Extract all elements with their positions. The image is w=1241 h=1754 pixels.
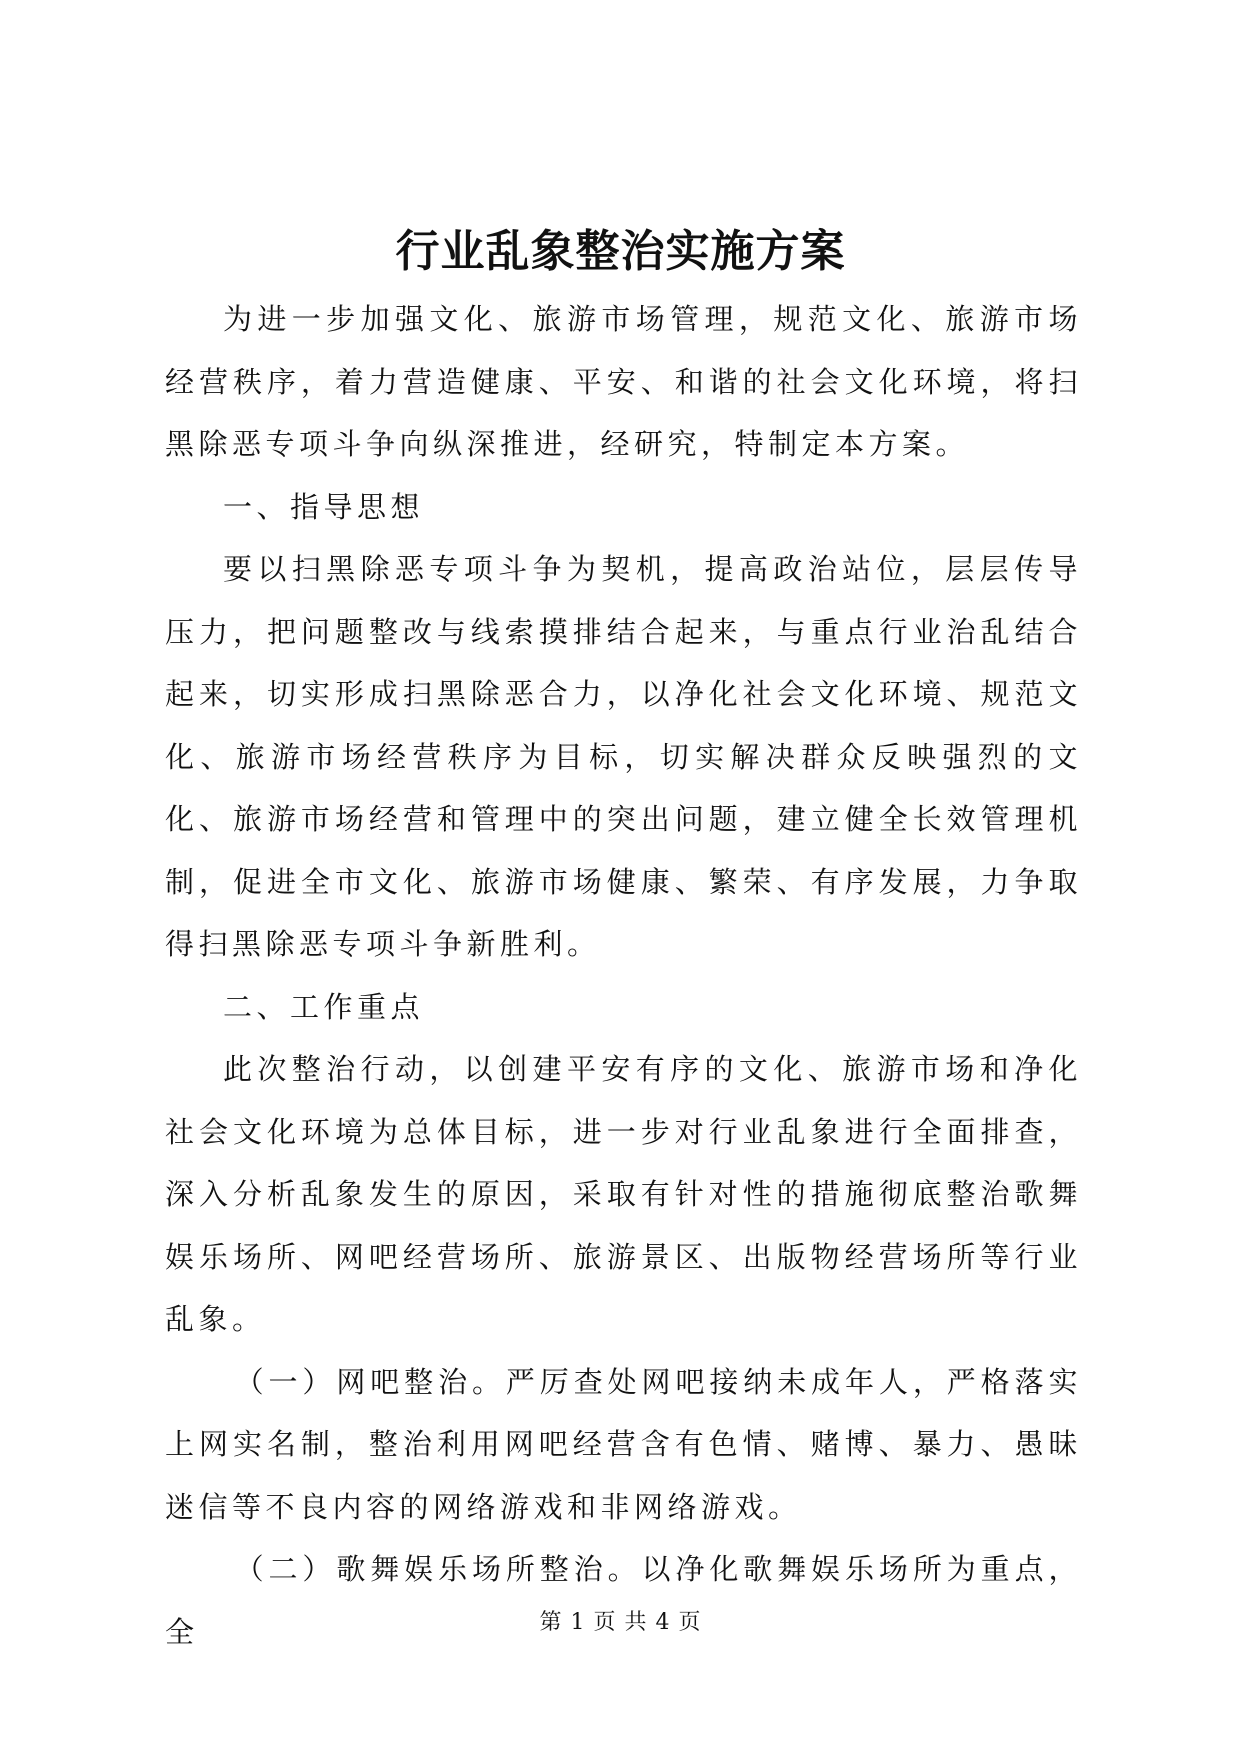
page-number-footer: 第 1 页 共 4 页 [539, 1610, 702, 1635]
document-title: 行业乱象整治实施方案 [395, 226, 846, 277]
document-body [165, 288, 1082, 1663]
entertainment-venue-paragraph: （二）歌舞娱乐场所整治。以净化歌舞娱乐场所为重点，全 [165, 1552, 1082, 1649]
internet-cafe-paragraph: （一）网吧整治。严厉查处网吧接纳未成年人，严格落实上网实名制，整治利用网吧经营含有色情、赌博、暴力、愚昧迷信等不良内容的网络游戏和非网络游戏。 [165, 1364, 1082, 1524]
guiding-ideology-paragraph: 要以扫黑除恶专项斗争为契机，提高政治站位，层层传导压力，把问题整改与线索摸排结合起来，与重点行业治乱结合起来，切实形成扫黑除恶合力，以净化社会文化环境、规范文化、旅游市场经营秩序为目标，切实解决群众反映强烈的文化、旅游市场经营和管理中的突出问题，建立健全长效管理机制，促进全市文化、旅游市场健康、繁荣、有序发展，力争取得扫黑除恶专项斗争新胜利。 [165, 552, 1082, 961]
section-heading-guiding-ideology: 一、指导思想 [223, 489, 425, 524]
section-heading-work-focus: 二、工作重点 [223, 989, 425, 1024]
work-focus-paragraph: 此次整治行动，以创建平安有序的文化、旅游市场和净化社会文化环境为总体目标，进一步对行业乱象进行全面排查，深入分析乱象发生的原因，采取有针对性的措施彻底整治歌舞娱乐场所、网吧经营场所、旅游景区、出版物经营场所等行业乱象。 [165, 1052, 1082, 1336]
intro-paragraph: 为进一步加强文化、旅游市场管理，规范文化、旅游市场经营秩序，着力营造健康、平安、和谐的社会文化环境，将扫黑除恶专项斗争向纵深推进，经研究，特制定本方案。 [165, 302, 1082, 461]
